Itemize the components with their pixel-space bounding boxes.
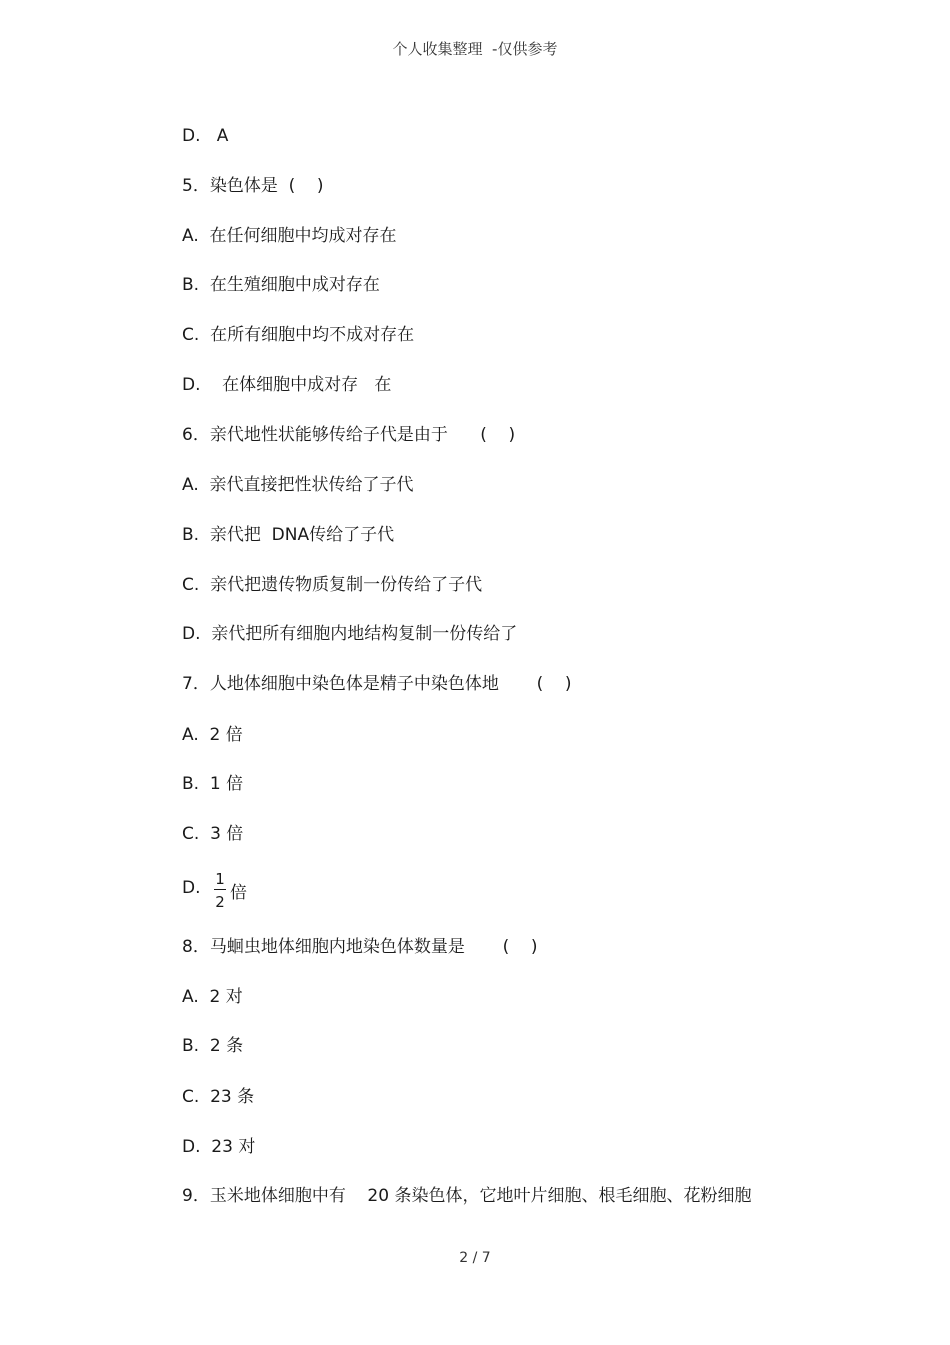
- option-c-q8: C. 23 条: [182, 1087, 255, 1107]
- question-7: 7．人地体细胞中染色体是精子中染色体地 ( ): [182, 674, 572, 694]
- page-header: 个人收集整理 -仅供参考: [392, 40, 558, 58]
- option-d-q5: D. 在体细胞中成对存 在: [182, 375, 392, 395]
- option-c-q7: C. 3 倍: [182, 824, 244, 844]
- option-c-q6: C. 亲代把遗传物质复制一份传给了子代: [182, 575, 483, 595]
- option-label: D.: [182, 878, 201, 898]
- option-b-q5: B. 在生殖细胞中成对存在: [182, 275, 380, 295]
- option-a-q6: A. 亲代直接把性状传给了子代: [182, 475, 414, 495]
- option-b-q7: B. 1 倍: [182, 774, 244, 794]
- option-a-q7: A. 2 倍: [182, 725, 243, 745]
- option-b-q6: B. 亲代把 DNA传给了子代: [182, 525, 395, 545]
- fraction-unit: 倍: [230, 883, 247, 903]
- option-c-q5: C. 在所有细胞中均不成对存在: [182, 325, 415, 345]
- fraction-numerator: 1: [215, 870, 225, 888]
- question-6: 6．亲代地性状能够传给子代是由于 ( ): [182, 425, 516, 445]
- question-9: 9．玉米地体细胞中有 20 条染色体，它地叶片细胞、根毛细胞、花粉细胞: [182, 1186, 752, 1206]
- option-d-q4: D. A: [182, 126, 229, 146]
- option-d-q8: D. 23 对: [182, 1137, 256, 1157]
- option-b-q8: B. 2 条: [182, 1036, 244, 1056]
- question-5: 5．染色体是 ( ): [182, 176, 324, 196]
- option-a-q8: A. 2 对: [182, 987, 243, 1007]
- fraction-one-half: [214, 870, 226, 911]
- question-8: 8．马蛔虫地体细胞内地染色体数量是 ( ): [182, 937, 538, 957]
- option-a-q5: A. 在任何细胞中均成对存在: [182, 226, 397, 246]
- fraction-denominator: 2: [215, 893, 225, 911]
- page-number: 2 / 7: [459, 1250, 491, 1266]
- option-d-q6: D. 亲代把所有细胞内地结构复制一份传给了: [182, 624, 518, 644]
